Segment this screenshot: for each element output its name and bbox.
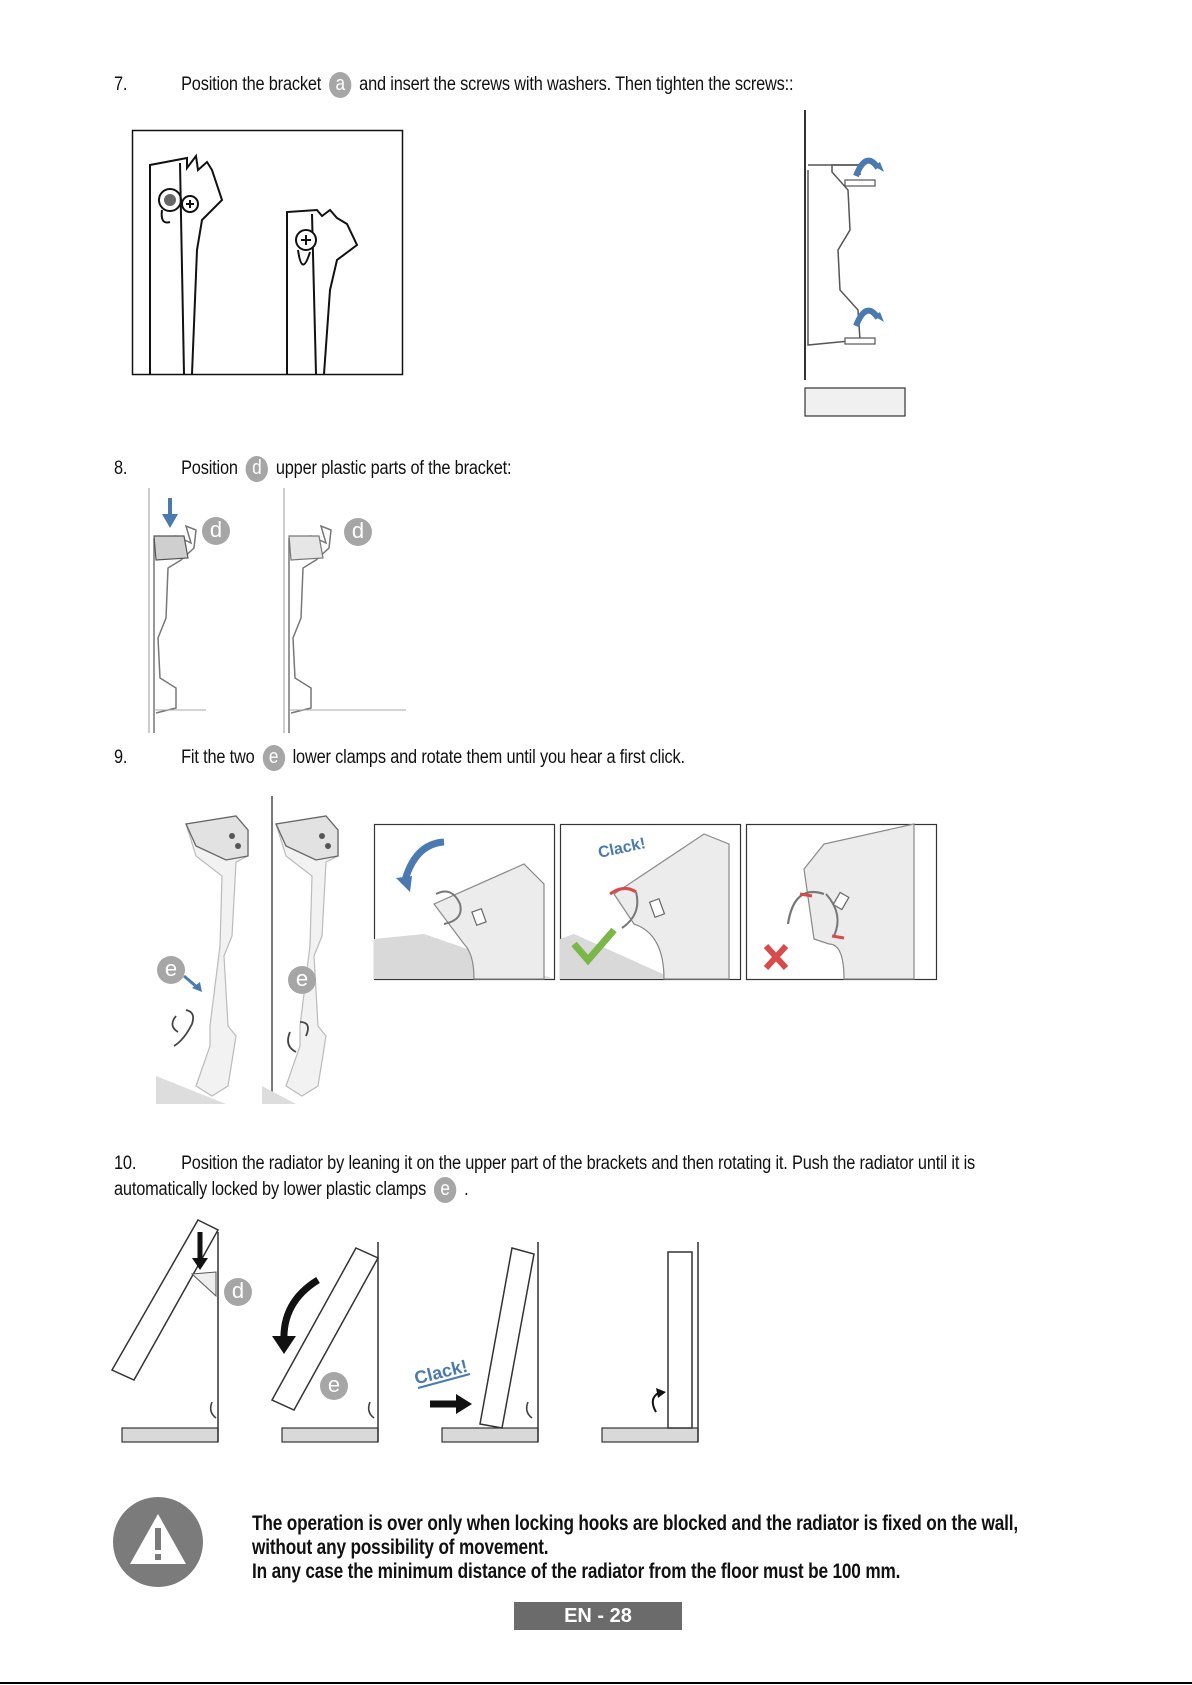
step-text-continued: upper plastic parts of the bracket: <box>275 458 512 480</box>
warning-line: The operation is over only when locking hooks are blocked and the radiator is fixed on the wall, <box>252 1512 1019 1535</box>
step-text: Fit the two <box>181 747 255 769</box>
step-text-end: . <box>464 1179 469 1201</box>
step-8-instruction <box>114 456 511 482</box>
step-text: Position the bracket <box>181 74 322 96</box>
label-badge-d: d <box>344 518 372 546</box>
lower-clamps-figure <box>156 796 356 1104</box>
part-badge-a: a <box>329 72 351 98</box>
step-number: 8. <box>114 458 128 480</box>
label-badge-e: e <box>320 1372 348 1400</box>
warning-line: without any possibility of movement. <box>252 1536 549 1559</box>
upper-plastic-parts-figure <box>146 488 416 733</box>
step-number: 9. <box>114 747 128 769</box>
part-badge-d: d <box>246 456 268 482</box>
step-number: 10. <box>114 1153 137 1174</box>
step-9-instruction <box>114 745 685 771</box>
step-text-continued: and insert the screws with washers. Then tighten the screws:: <box>359 74 794 96</box>
label-badge-d: d <box>202 517 230 545</box>
bracket-screw-closeup-figure <box>132 130 404 376</box>
bracket-side-view-figure <box>790 110 920 420</box>
page-number: EN - 28 <box>514 1602 682 1630</box>
clack-label: Clack! <box>412 1355 470 1389</box>
radiator-mounting-sequence-figure <box>112 1212 712 1448</box>
step-text-continued: lower clamps and rotate them until you hear a first click. <box>292 747 685 769</box>
step-text: automatically locked by lower plastic clamps <box>114 1179 427 1201</box>
warning-message <box>252 1512 1018 1584</box>
step-text: Position <box>181 458 238 480</box>
step-number: 7. <box>114 74 128 96</box>
clamp-click-detail-panels <box>374 824 938 982</box>
bottom-rule <box>0 1682 1192 1684</box>
step-10-instruction-line2 <box>114 1177 468 1203</box>
label-badge-e: e <box>288 966 316 994</box>
step-text: Position the radiator by leaning it on the upper part of the brackets and then rotating it. Push the radiator until it is <box>181 1153 976 1174</box>
warning-line: In any case the minimum distance of the radiator from the floor must be 100 mm. <box>252 1560 901 1583</box>
part-badge-e: e <box>434 1177 456 1203</box>
warning-icon <box>112 1496 204 1588</box>
part-badge-e: e <box>262 745 284 771</box>
clack-label: Clack! <box>596 835 648 862</box>
step-7-instruction <box>114 72 793 98</box>
step-10-instruction <box>114 1152 975 1176</box>
label-badge-d: d <box>224 1278 252 1306</box>
label-badge-e: e <box>157 956 185 984</box>
